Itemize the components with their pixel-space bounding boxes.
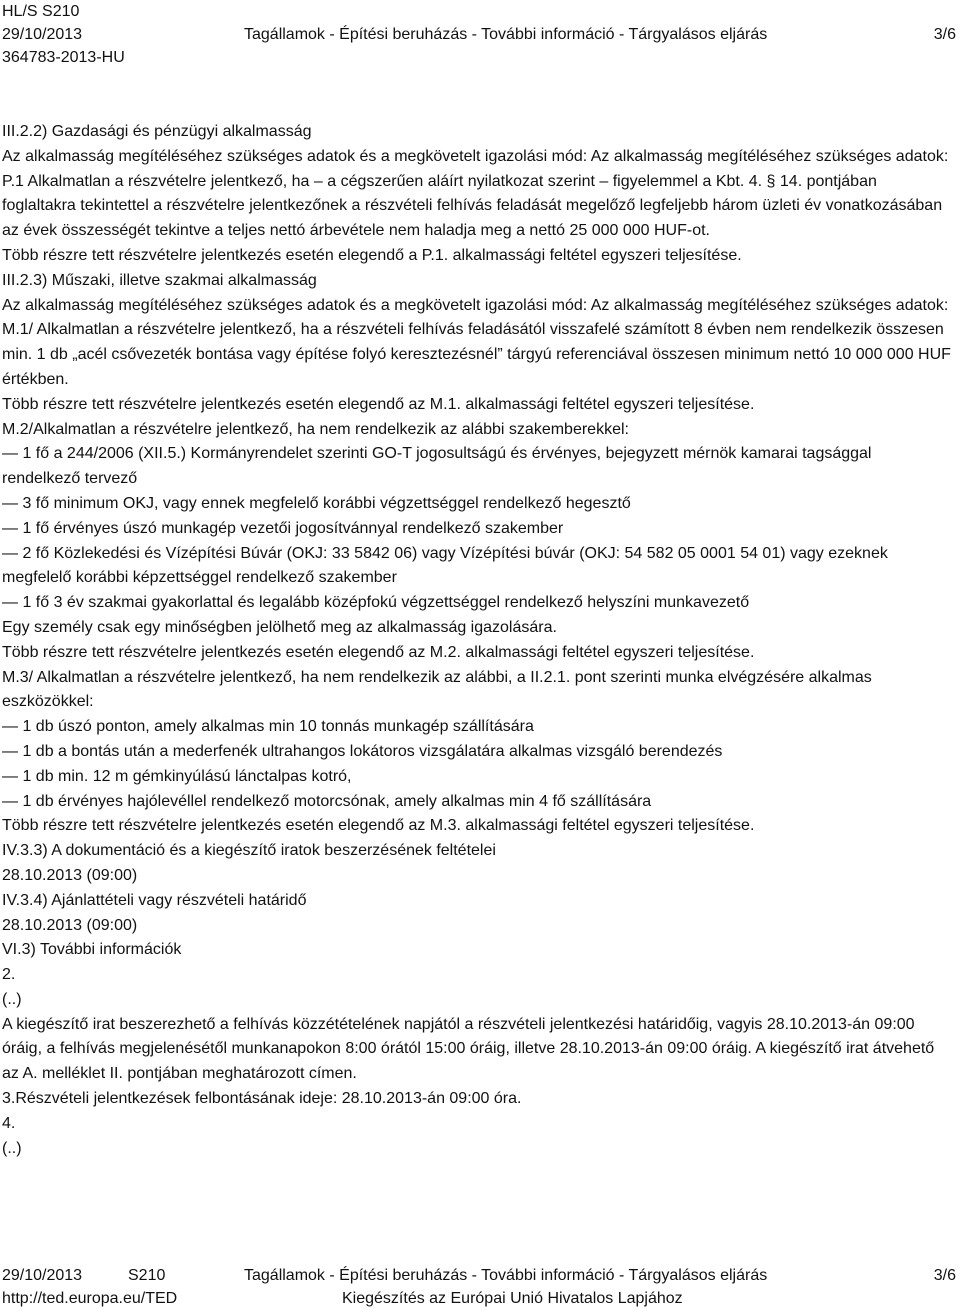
header-line-3 (2, 46, 958, 69)
paragraph: M.2/Alkalmatlan a részvételre jelentkező, ha nem rendelkezik az alábbi szakemberekkel: (2, 420, 629, 438)
paragraph: Az alkalmasság megítéléséhez szükséges adatok és a megkövetelt igazolási mód: Az alkalmasság megítéléséhez szükséges adatok: (2, 147, 949, 165)
footer-series: S210 (128, 1267, 166, 1284)
page-header (2, 0, 958, 69)
paragraph: A kiegészítő irat beszerezhető a felhívás közzétételének napjától a részvételi jelentkezési határidőig, vagyis 28.10.2013-án 09:00 óráig, a felhívás megjelenésétől munkanapokon 8:00 órától 15:00 óráig, illetve 28.10.2013-án 09:00 óráig. A kiegészítő irat átvehető az A. melléklet II. pontjában meghatározott címen. (2, 1015, 935, 1083)
list-item: — 1 db érvényes hajólevéllel rendelkező motorcsónak, amely alkalmas min 4 fő szállítására (2, 792, 652, 810)
section-heading: IV.3.4) Ajánlattételi vagy részvételi határidő (2, 891, 307, 909)
header-page-number: 3/6 (933, 26, 956, 43)
paragraph: Több részre tett részvételre jelentkezés esetén elegendő az M.2. alkalmassági feltétel egyszeri teljesítése. (2, 643, 755, 661)
document-body (2, 120, 952, 1161)
list-item: — 1 fő a 244/2006 (XII.5.) Kormányrendelet szerinti GO-T jogosultságú és érvényes, bejegyzett mérnök kamarai tagsággal rendelkező tervező (2, 445, 872, 488)
footer-title: Tagállamok - Építési beruházás - További információ - Tárgyalásos eljárás (244, 1267, 768, 1284)
header-line-1 (2, 0, 958, 23)
footer-page-number: 3/6 (933, 1267, 956, 1284)
header-title: Tagállamok - Építési beruházás - További információ - Tárgyalásos eljárás (244, 26, 768, 43)
footer-line-1 (2, 1264, 958, 1287)
paragraph: (..) (2, 990, 22, 1008)
paragraph: Több részre tett részvételre jelentkezés esetén elegendő az M.1. alkalmassági feltétel egyszeri teljesítése. (2, 395, 755, 413)
list-item: — 1 db úszó ponton, amely alkalmas min 10 tonnás munkagép szállítására (2, 718, 534, 736)
list-item: — 1 db min. 12 m gémkinyúlású lánctalpas kotró, (2, 767, 352, 785)
footer-url: http://ted.europa.eu/TED (2, 1290, 178, 1307)
notice-id: 364783-2013-HU (2, 49, 125, 66)
doc-code: HL/S S210 (2, 3, 80, 20)
paragraph: P.1 Alkalmatlan a részvételre jelentkező, ha – a cégszerűen aláírt nyilatkozat szerint – figyelemmel a Kbt. 4. § 14. pontjában foglaltakra tekintettel a részvételre jelentkezőnek a részvételi felhívás feladását megelőző legfeljebb három üzleti év vonatkozásában az évek összességét tekintve a teljes nettó árbevétele nem haladja meg a nettó 25 000 000 HUF-ot. (2, 172, 943, 240)
date-value: 28.10.2013 (09:00) (2, 916, 138, 934)
paragraph: (..) (2, 1139, 22, 1157)
list-item: — 1 fő 3 év szakmai gyakorlattal és legalább középfokú végzettséggel rendelkező helyszíni munkavezető (2, 594, 750, 612)
list-item: — 1 fő érvényes úszó munkagép vezetői jogosítvánnyal rendelkező szakember (2, 519, 564, 537)
paragraph: Az alkalmasság megítéléséhez szükséges adatok és a megkövetelt igazolási mód: Az alkalmasság megítéléséhez szükséges adatok: (2, 296, 949, 314)
footer-line-2 (2, 1287, 958, 1310)
list-item: — 3 fő minimum OKJ, vagy ennek megfelelő korábbi végzettséggel rendelkező hegesztő (2, 494, 631, 512)
paragraph: M.3/ Alkalmatlan a részvételre jelentkező, ha nem rendelkezik az alábbi, a II.2.1. pont szerinti munka elvégzésére alkalmas eszközökkel: (2, 668, 872, 711)
list-item: — 2 fő Közlekedési és Vízépítési Búvár (OKJ: 33 5842 06) vagy Vízépítési búvár (OKJ: 54 582 05 0001 54 01) vagy ezeknek megfelelő korábbi képzettséggel rendelkező szakember (2, 544, 888, 587)
section-heading: III.2.2) Gazdasági és pénzügyi alkalmasság (2, 123, 312, 140)
footer-publisher: Kiegészítés az Európai Unió Hivatalos Lapjához (342, 1290, 683, 1307)
date-value: 28.10.2013 (09:00) (2, 866, 138, 884)
paragraph: 3.Részvételi jelentkezések felbontásának ideje: 28.10.2013-án 09:00 óra. (2, 1090, 522, 1108)
section-heading: III.2.3) Műszaki, illetve szakmai alkalmasság (2, 271, 317, 289)
list-item: — 1 db a bontás után a mederfenék ultrahangos lokátoros vizsgálatára alkalmas vizsgáló berendezés (2, 742, 723, 760)
header-date: 29/10/2013 (2, 26, 83, 43)
paragraph: Egy személy csak egy minőségben jelölhető meg az alkalmasság igazolására. (2, 618, 557, 636)
page-footer (2, 1264, 958, 1310)
paragraph: Több részre tett részvételre jelentkezés esetén elegendő az M.3. alkalmassági feltétel egyszeri teljesítése. (2, 817, 755, 835)
header-line-2 (2, 23, 958, 46)
paragraph: 2. (2, 966, 16, 984)
section-heading: VI.3) További információk (2, 941, 182, 959)
paragraph: M.1/ Alkalmatlan a részvételre jelentkező, ha a részvételi felhívás feladásától visszafelé számított 8 évben nem rendelkezik összesen min. 1 db „acél csővezeték bontása vagy építése folyó keresztezésnél” tárgyú referenciával összesen minimum nettó 10 000 000 HUF értékben. (2, 321, 951, 388)
paragraph: 4. (2, 1114, 16, 1132)
paragraph: Több részre tett részvételre jelentkezés esetén elegendő a P.1. alkalmassági feltétel egyszeri teljesítése. (2, 246, 742, 264)
section-heading: IV.3.3) A dokumentáció és a kiegészítő iratok beszerzésének feltételei (2, 842, 496, 860)
footer-date: 29/10/2013 (2, 1267, 83, 1284)
